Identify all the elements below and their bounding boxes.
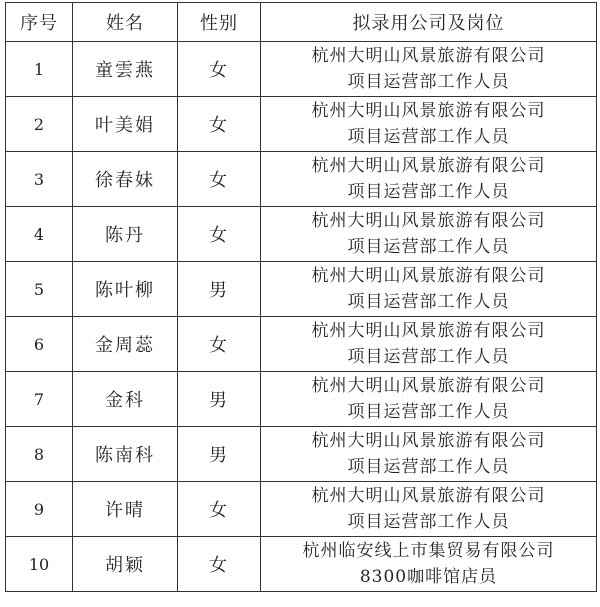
- position-title: 项目运营部工作人员: [347, 457, 510, 477]
- candidate-name: 陈叶柳: [73, 262, 178, 317]
- table-body: [6, 42, 597, 592]
- company-position-cell: [261, 152, 597, 207]
- candidate-name: 胡颖: [73, 537, 178, 592]
- candidate-name: 徐春妹: [73, 152, 178, 207]
- company-position-cell: [261, 427, 597, 482]
- company-name: 杭州大明山风景旅游有限公司: [311, 431, 546, 451]
- candidate-gender: 女: [178, 97, 261, 152]
- candidate-gender: 男: [178, 427, 261, 482]
- row-number: 3: [6, 152, 73, 207]
- candidate-gender: 女: [178, 482, 261, 537]
- company-position-cell: [261, 372, 597, 427]
- table-row: [6, 482, 597, 537]
- row-number: 1: [6, 42, 73, 97]
- table-row: [6, 207, 597, 262]
- position-title: 项目运营部工作人员: [347, 402, 510, 422]
- header-number: 序号: [6, 3, 73, 42]
- candidate-gender: 男: [178, 262, 261, 317]
- company-name: 杭州大明山风景旅游有限公司: [311, 156, 546, 176]
- company-position-cell: [261, 482, 597, 537]
- header-row: [6, 3, 597, 42]
- table-row: [6, 537, 597, 592]
- row-number: 5: [6, 262, 73, 317]
- table-row: [6, 42, 597, 97]
- company-name: 杭州临安线上市集贸易有限公司: [302, 541, 555, 561]
- position-title: 项目运营部工作人员: [347, 292, 510, 312]
- table-row: [6, 262, 597, 317]
- company-name: 杭州大明山风景旅游有限公司: [311, 321, 546, 341]
- recruitment-table: [5, 2, 597, 592]
- company-name: 杭州大明山风景旅游有限公司: [311, 376, 546, 396]
- company-name: 杭州大明山风景旅游有限公司: [311, 101, 546, 121]
- position-title: 8300咖啡馆店员: [359, 567, 498, 587]
- position-title: 项目运营部工作人员: [347, 237, 510, 257]
- company-position-cell: [261, 207, 597, 262]
- table-row: [6, 97, 597, 152]
- header-gender: 性别: [178, 3, 261, 42]
- row-number: 9: [6, 482, 73, 537]
- position-title: 项目运营部工作人员: [347, 72, 510, 92]
- position-title: 项目运营部工作人员: [347, 182, 510, 202]
- candidate-name: 陈南科: [73, 427, 178, 482]
- position-title: 项目运营部工作人员: [347, 512, 510, 532]
- company-name: 杭州大明山风景旅游有限公司: [311, 266, 546, 286]
- candidate-name: 童雲燕: [73, 42, 178, 97]
- company-position-cell: [261, 97, 597, 152]
- company-name: 杭州大明山风景旅游有限公司: [311, 46, 546, 66]
- row-number: 10: [6, 537, 73, 592]
- row-number: 4: [6, 207, 73, 262]
- candidate-gender: 女: [178, 152, 261, 207]
- row-number: 8: [6, 427, 73, 482]
- header-name: 姓名: [73, 3, 178, 42]
- company-position-cell: [261, 537, 597, 592]
- header-company-position: 拟录用公司及岗位: [261, 3, 597, 42]
- candidate-name: 金周蕊: [73, 317, 178, 372]
- row-number: 2: [6, 97, 73, 152]
- company-position-cell: [261, 317, 597, 372]
- row-number: 7: [6, 372, 73, 427]
- candidate-name: 金科: [73, 372, 178, 427]
- table-row: [6, 427, 597, 482]
- candidate-gender: 男: [178, 372, 261, 427]
- company-name: 杭州大明山风景旅游有限公司: [311, 486, 546, 506]
- table-row: [6, 317, 597, 372]
- candidate-gender: 女: [178, 42, 261, 97]
- candidate-name: 叶美娟: [73, 97, 178, 152]
- row-number: 6: [6, 317, 73, 372]
- candidate-gender: 女: [178, 317, 261, 372]
- table-row: [6, 152, 597, 207]
- company-name: 杭州大明山风景旅游有限公司: [311, 211, 546, 231]
- table-row: [6, 372, 597, 427]
- company-position-cell: [261, 42, 597, 97]
- candidate-gender: 女: [178, 207, 261, 262]
- candidate-gender: 女: [178, 537, 261, 592]
- candidate-name: 陈丹: [73, 207, 178, 262]
- position-title: 项目运营部工作人员: [347, 347, 510, 367]
- candidate-name: 许晴: [73, 482, 178, 537]
- position-title: 项目运营部工作人员: [347, 127, 510, 147]
- company-position-cell: [261, 262, 597, 317]
